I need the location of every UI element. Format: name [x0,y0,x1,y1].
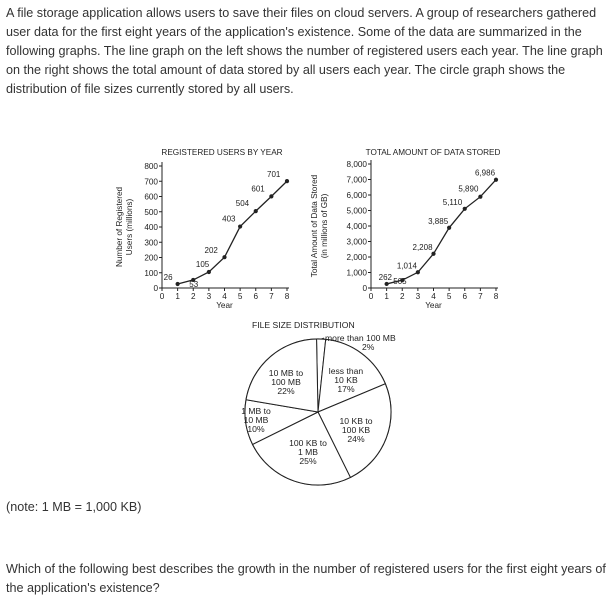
datastored-point [431,252,435,256]
pie-slice-label: 100 MB [271,377,301,387]
pie-title: FILE SIZE DISTRIBUTION [252,320,355,330]
datastored-ytick-label: 7,000 [346,175,367,185]
datastored-data-label: 5,110 [442,197,463,207]
datastored-xtick-label: 6 [462,292,468,301]
users-data-label: 202 [204,246,218,256]
datastored-data-label: 2,208 [412,242,433,252]
pie-slice-label: 10 KB to [339,416,373,426]
datastored-xtick-label: 7 [478,292,483,301]
pie-slice-label: 22% [277,386,295,396]
note-text: (note: 1 MB = 1,000 KB) [6,500,142,514]
datastored-point [463,207,467,211]
users-xtick-label: 0 [159,292,165,301]
intro-paragraph: A file storage application allows users to save their files on cloud servers. A group of researchers gathered user data for the first eight years of the application's existence. Some of the data are summarized in the following graphs. The line graph on the left shows the number of registered users each year. The line graph on the right shows the total amount of data stored by all users each year. The circle graph shows the distribution of file sizes currently stored by all users. [6,6,603,96]
datastored-ytick-label: 8,000 [346,160,367,169]
datastored-ytick-label: 6,000 [346,191,367,200]
users-point [254,209,258,213]
datastored-xtick-label: 5 [446,292,452,301]
pie-slice-label: 100 KB to [289,438,327,448]
users-xtick-label: 2 [190,292,196,301]
users-y-title-line1: Number of Registered [115,186,124,268]
question-text: Which of the following best describes the growth in the number of registered users for the first eight years of the application's existence? [6,562,606,595]
datastored-xtick-label: 1 [384,292,389,301]
pie-slice-label: less than [328,366,364,376]
datastored-xtick-label: 8 [493,292,499,301]
users-ytick-label: 0 [153,284,158,293]
datastored-xtick-label: 4 [431,292,436,301]
pie-slice-label: 2% [362,342,375,352]
users-xtick-label: 1 [175,292,180,301]
datastored-point [494,178,498,182]
pie-slice-label: 100 KB [341,425,371,435]
users-ytick-label: 700 [144,177,158,187]
datastored-point [478,195,482,199]
pie-slice-label: 10 MB [243,415,269,425]
pie-slice-label: more than 100 MB [325,333,396,343]
datastored-y-title-line2: (in millions of GB) [320,193,329,259]
pie-slice-label: 10 MB to [268,368,304,378]
users-ytick-label: 600 [144,192,158,202]
users-data-label: 53 [189,279,199,289]
datastored-title: TOTAL AMOUNT OF DATA STORED [365,148,501,157]
pie-slice-label: 25% [299,456,317,466]
pie-slice-label: 10 KB [334,375,358,385]
datastored-xtick-label: 3 [415,292,421,301]
users-y-title [115,187,134,268]
users-ytick-label: 400 [144,223,158,232]
datastored-ytick-label: 5,000 [346,206,367,216]
users-data-label: 105 [195,259,210,269]
users-xtick-label: 4 [222,292,227,301]
users-xtick-label: 3 [206,292,212,301]
users-point [238,224,242,228]
datastored-data-label: 3,885 [428,216,449,226]
file-size-pie-chart [241,320,396,485]
users-y-title-line2: Users (millions) [125,198,134,256]
users-data-label: 601 [251,184,265,194]
users-data-label: 701 [267,170,281,180]
datastored-ytick-label: 3,000 [346,237,367,247]
users-point [269,194,273,198]
users-xtick-label: 6 [253,292,259,301]
users-title: REGISTERED USERS BY YEAR [161,148,283,157]
users-data-label: 403 [222,214,236,224]
pie-slice-label: 10% [247,424,265,434]
datastored-ytick-label: 1,000 [346,268,367,278]
pie-slice-label: 24% [347,434,365,444]
users-ytick-label: 100 [144,268,158,278]
datastored-point [416,270,420,274]
users-ytick-label: 200 [144,253,158,263]
pie-slice-label: 1 MB to [241,406,271,416]
users-ytick-label: 800 [144,162,158,171]
datastored-y-title-line1: Total Amount of Data Stored [310,174,319,278]
users-data-label: 504 [235,199,250,209]
users-point [207,270,211,274]
datastored-ytick-label: 4,000 [346,222,367,231]
users-ytick-label: 500 [144,207,158,217]
users-ytick-label: 300 [144,238,158,248]
registered-users-chart [115,148,290,310]
pie-slice-label: 17% [337,384,355,394]
datastored-y-title [310,174,329,277]
users-xtick-label: 5 [237,292,243,301]
datastored-point [385,282,389,286]
datastored-data-label: 5,890 [458,184,479,194]
users-point [222,255,226,259]
users-data-label: 26 [163,273,173,283]
datastored-data-label: 505 [393,277,407,287]
datastored-data-label: 262 [378,272,392,282]
users-point [176,282,180,286]
pie-slice-label: 1 MB [297,447,319,457]
data-stored-chart [310,148,500,310]
datastored-point [447,226,451,230]
datastored-data-label: 1,014 [396,261,417,271]
datastored-xtick-label: 2 [399,292,405,301]
datastored-x-title: Year [425,301,442,310]
datastored-xtick-label: 0 [368,292,374,301]
users-xtick-label: 8 [284,292,290,301]
datastored-data-label: 6,986 [475,168,496,178]
users-point [285,179,289,183]
users-x-title: Year [216,301,233,310]
users-xtick-label: 7 [269,292,274,301]
datastored-ytick-label: 0 [362,284,367,293]
datastored-ytick-label: 2,000 [346,253,367,262]
